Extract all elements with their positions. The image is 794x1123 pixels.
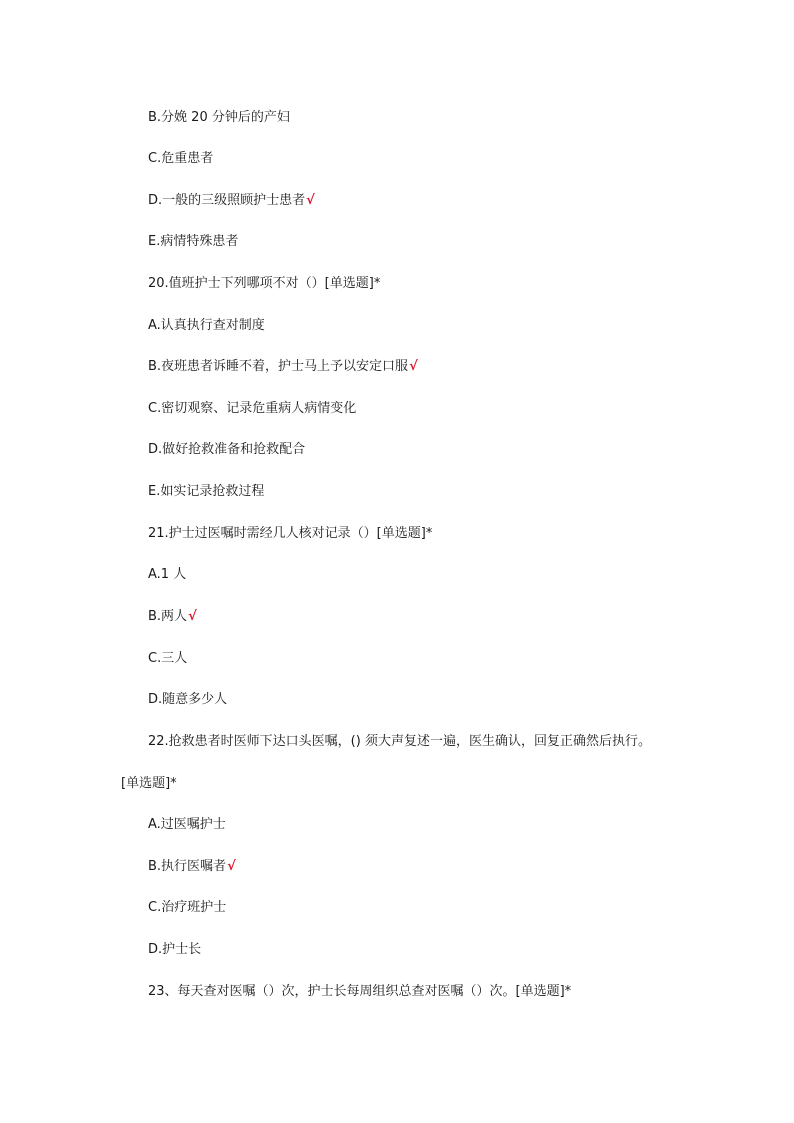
option-e-q20: E.如实记录抢救过程 — [148, 484, 265, 499]
option-c-q22: C.治疗班护士 — [148, 900, 227, 915]
option-b-q21: B.两人√ — [148, 609, 197, 624]
question-21: 21.护士过医嘱时需经几人核对记录（）[单选题]* — [148, 526, 433, 541]
option-b-q20: B.夜班患者诉睡不着，护士马上予以安定口服√ — [148, 359, 418, 374]
option-a-q20: A.认真执行查对制度 — [148, 318, 265, 333]
correct-check-icon: √ — [188, 609, 197, 624]
option-a-q21: A.1 人 — [148, 567, 187, 582]
option-d-q22: D.护士长 — [148, 942, 202, 957]
question-22: 22.抢救患者时医师下达口头医嘱，() 须大声复述一遍，医生确认，回复正确然后执行。 — [148, 734, 651, 749]
option-b-q19: B.分娩 20 分钟后的产妇 — [148, 110, 290, 125]
option-c-q21: C.三人 — [148, 651, 188, 666]
correct-check-icon: √ — [227, 859, 236, 874]
correct-check-icon: √ — [409, 359, 418, 374]
option-d-q20: D.做好抢救准备和抢救配合 — [148, 442, 306, 457]
correct-check-icon: √ — [306, 193, 315, 208]
option-d-q19: D.一般的三级照顾护士患者√ — [148, 193, 315, 208]
option-e-q19: E.病情特殊患者 — [148, 234, 239, 249]
option-a-q22: A.过医嘱护士 — [148, 817, 226, 832]
option-c-q19: C.危重患者 — [148, 151, 214, 166]
option-c-q20: C.密切观察、记录危重病人病情变化 — [148, 401, 357, 416]
question-20: 20.值班护士下列哪项不对（）[单选题]* — [148, 276, 381, 291]
question-23: 23、每天查对医嘱（）次，护士长每周组织总查对医嘱（）次。[单选题]* — [148, 984, 572, 999]
option-b-q22: B.执行医嘱者√ — [148, 859, 236, 874]
question-22-type: [单选题]* — [121, 776, 177, 791]
option-d-q21: D.随意多少人 — [148, 692, 228, 707]
